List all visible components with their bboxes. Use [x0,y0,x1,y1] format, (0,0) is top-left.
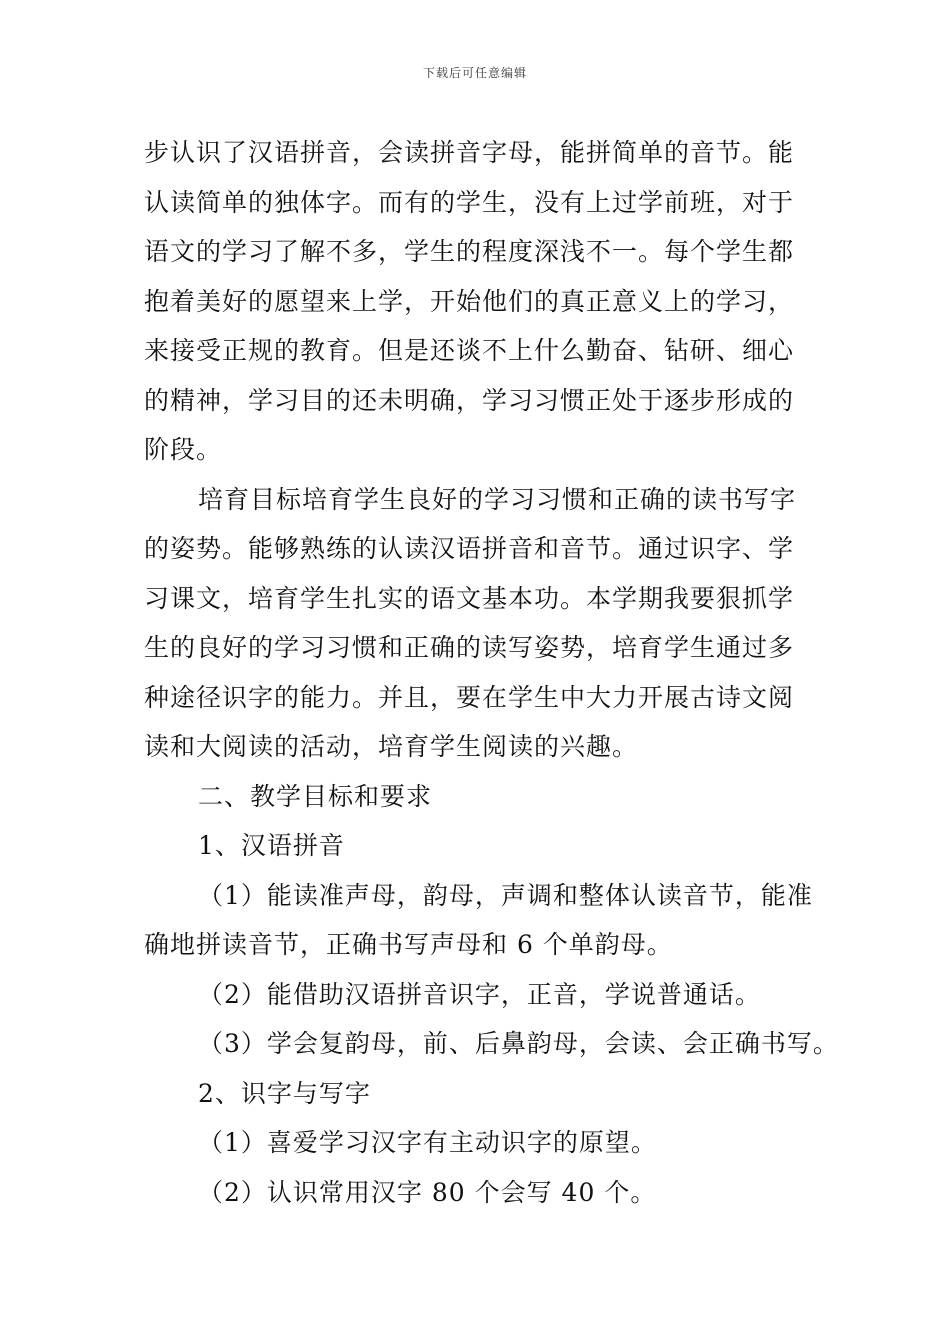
paragraph-training-goals [144,475,808,772]
text-line: 抱着美好的愿望来上学，开始他们的真正意义上的学习， [144,286,795,316]
sub-item-line: 确地拼读音节，正确书写声母和 6 个单韵母。 [144,930,673,959]
text-line: 种途径识字的能力。并且，要在学生中大力开展古诗文阅 [144,682,795,712]
section-title: 二、教学目标和要求 [198,781,433,811]
text-line: 认读简单的独体字。而有的学生，没有上过学前班，对于 [144,187,795,217]
paragraph-student-situation [144,128,808,475]
section-heading [144,772,808,822]
text-line: 的精神，学习目的还未明确，学习习惯正处于逐步形成的 [144,385,795,415]
text-line: 来接受正规的教育。但是还谈不上什么勤奋、钻研、细心 [144,336,795,365]
text-line: 语文的学习了解不多，学生的程度深浅不一。每个学生都 [144,237,795,266]
document-body [144,128,839,1217]
page-header: 下载后可任意编辑 [422,66,527,80]
sub-item-line: （1）能读准声母，韵母，声调和整体认读音节，能准 [198,880,813,910]
sub-item-line: （2）认识常用汉字 80 个会写 40 个。 [198,1177,657,1207]
text-line: 生的良好的学习习惯和正确的读写姿势，培育学生通过多 [144,633,795,662]
text-line: 步认识了汉语拼音，会读拼音字母，能拼简单的音节。能 [144,138,795,167]
text-line: 的姿势。能够熟练的认读汉语拼音和音节。通过识字、学 [144,534,795,563]
item-pinyin [144,821,839,1069]
item-title: 1、汉语拼音 [198,831,345,860]
sub-item-line: （1）喜爱学习汉字有主动识字的原望。 [198,1128,657,1157]
sub-item-line: （2）能借助汉语拼音识字，正音，学说普通话。 [198,979,761,1009]
item-title: 2、识字与写字 [198,1078,371,1108]
text-line: 培育目标培育学生良好的学习习惯和正确的读书写字 [198,484,797,514]
item-literacy [144,1069,808,1218]
text-line: 阶段。 [144,435,223,464]
text-line: 习课文，培育学生扎实的语文基本功。本学期我要狠抓学 [144,583,795,613]
sub-item-line: （3）学会复韵母，前、后鼻韵母，会读、会正确书写。 [198,1029,839,1058]
text-line: 读和大阅读的活动，培育学生阅读的兴趣。 [144,732,639,761]
